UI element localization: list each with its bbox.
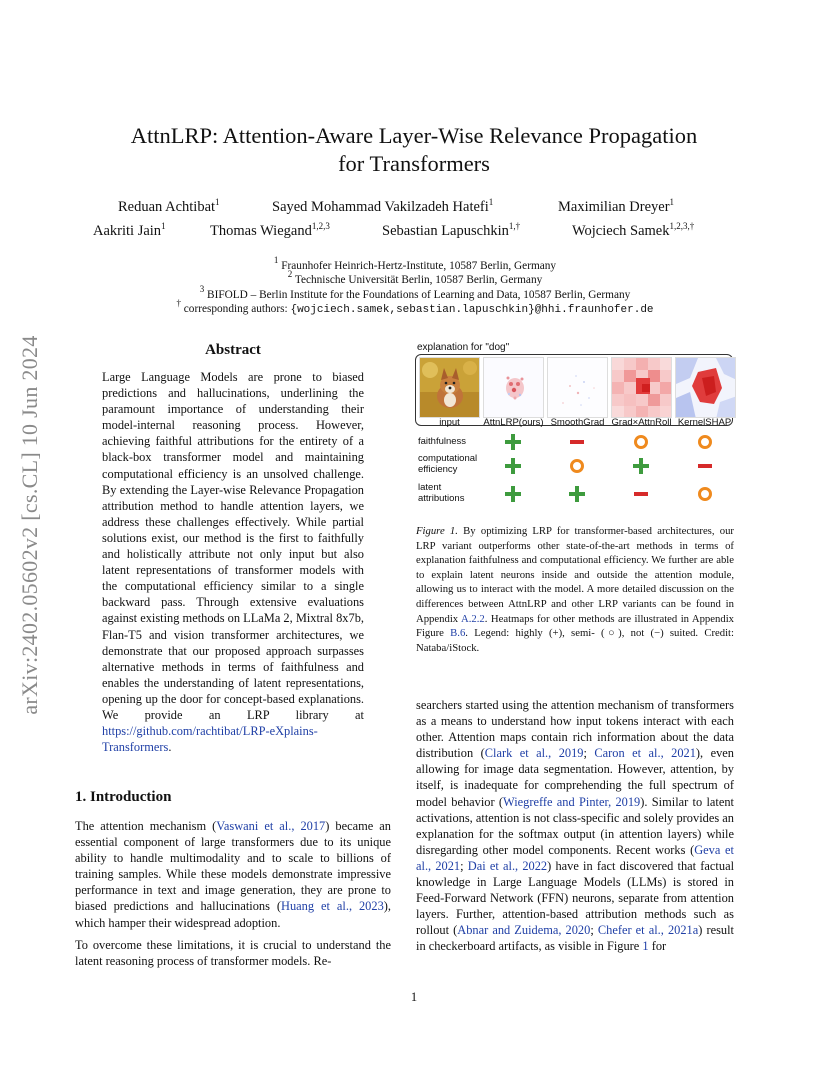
affiliations: [70, 255, 760, 318]
circle-icon: [567, 456, 587, 476]
abstract-body: Large Language Models are prone to biased predictions and hallucinations, underlining the paramount importance of understanding their model-internal reasoning process. However, achieving faithful attributions for the entirety of a black-box transformer model and maintaining computational efficiency is an unsolved challenge. By extending the Layer-wise Relevance Propagation attribution method to handle attention layers, we address these challenges effectively. While partial solutions exist, our method is the first to faithfully and holistically attribute not only input but also latent representations of transformer models with the computational efficiency similar to a single backward pass. Through extensive evaluations against existing methods on LLaMa 2, Mixtral 8x7b, Flan-T5 and vision transformer architectures, we demonstrate that our proposed approach surpasses alternative methods in terms of faithfulness and enables the understanding of latent representations, opening up the door for concept-based explanations. We provide an LRP library at https://github.com/rachtibat/LRP-eXplains-Transformers.: [102, 370, 364, 755]
author: Sayed Mohammad Vakilzadeh Hatefi$^1$: [272, 197, 494, 215]
citation-link[interactable]: Wiegreffe and Pinter, 2019: [503, 794, 641, 809]
plus-icon: [503, 432, 523, 452]
right-column-body: searchers started using the attention mechanism of transformers as a means to understand how input tokens interact with each other. Attention maps contain rich information about the data distribution (Clark et al., 2019; Caron et al., 2021), even allowing for image data segmentation. However, attention, by itself, is inadequate for comprehending the full spectrum of model behavior (Wiegreffe and Pinter, 2019). Similar to latent activations, attention is not class-specific and solely provides an explanation for the softmax output (in attention layers) while disregarding other model components. Recent works (Geva et al., 2021; Dai et al., 2022) have in fact discovered that factual knowledge in Large Language Models (LLMs) is stored in Feed-Forward Network (FFN) neurons, separate from attention layers. Further, attention-based attribution methods such as rollout (Abnar and Zuidema, 2020; Chefer et al., 2021a) result in checkerboard artifacts, as visible in Figure 1 for: [416, 698, 735, 954]
appendix-link[interactable]: A.2.2: [461, 612, 485, 625]
circle-icon: [695, 432, 715, 452]
citation-link[interactable]: Caron et al., 2021: [594, 746, 696, 761]
affiliation: $^1$ Fraunhofer Heinrich-Hertz-Institute, 10587 Berlin, Germany: [273, 255, 557, 272]
github-link[interactable]: https://github.com/rachtibat/LRP-eXplains-Transformers: [102, 724, 318, 755]
intro-paragraph-1: The attention mechanism (Vaswani et al., 2017) became an essential component of large transformers due to its unique ability to handle multimodality and to scale to billions of training samples. While these models demonstrate impressive performance in text and image generation, they are prone to biased predictions and hallucinations (Huang et al., 2023), which hamper their widespread adoption.: [75, 819, 391, 930]
column-label-kernelshap: KernelSHAP: [677, 417, 732, 428]
authors-row-1: [70, 199, 760, 219]
intro-body: [75, 818, 391, 975]
title-line-2: for Transformers: [338, 151, 490, 176]
circle-icon: [631, 432, 651, 452]
column-label-attnlrp: AttnLRP(ours): [483, 417, 544, 428]
authors-row-2: [70, 223, 760, 243]
gradattnroll-heatmap: [611, 357, 672, 418]
author: Aakriti Jain$^1$: [93, 221, 166, 239]
citation-link[interactable]: Chefer et al., 2021a: [597, 923, 699, 938]
appendix-figure-link[interactable]: B.6: [450, 627, 466, 640]
plus-icon: [503, 484, 523, 504]
minus-icon: [695, 456, 715, 476]
figure-ref-link[interactable]: 1: [642, 939, 649, 954]
row-label-faithfulness: faithfulness: [418, 436, 467, 447]
corresponding-emails[interactable]: {wojciech.samek,sebastian.lapuschkin}@hhi.fraunhofer.de: [290, 304, 654, 317]
circle-icon: [695, 484, 715, 504]
paper-title: [90, 122, 738, 178]
affiliation: $^3$ BIFOLD – Berlin Institute for the Foundations of Learning and Data, 10587 Berlin, Germany: [199, 283, 631, 301]
author: Reduan Achtibat$^1$: [118, 197, 220, 215]
smoothgrad-heatmap: [547, 357, 608, 418]
column-label-input: input: [439, 417, 460, 428]
intro-heading: 1. Introduction: [75, 789, 172, 805]
citation-link[interactable]: Geva et al., 2021: [416, 842, 734, 873]
plus-icon: [503, 456, 523, 476]
column-label-smoothgrad: SmoothGrad: [550, 417, 605, 428]
citation-link[interactable]: Abnar and Zuidema, 2020: [457, 923, 591, 938]
row-label-latent-attributions: latent attributions: [418, 482, 465, 504]
citation-link[interactable]: Huang et al., 2023: [281, 899, 384, 914]
figure-title: explanation for "dog": [417, 342, 510, 353]
arxiv-id: arXiv:2402.05602v2 [cs.CL] 10 Jun 2024: [17, 335, 42, 715]
minus-icon: [631, 484, 651, 504]
row-label-computational-efficiency: computational efficiency: [418, 453, 478, 475]
page-number: 1: [410, 990, 418, 1004]
citation-link[interactable]: Vaswani et al., 2017: [216, 819, 326, 833]
author: Sebastian Lapuschkin$^{1,\dagger}$: [382, 221, 521, 239]
plus-icon: [631, 456, 651, 476]
affiliation: $^2$ Technische Universität Berlin, 10587 Berlin, Germany: [287, 269, 543, 287]
minus-icon: [567, 432, 587, 452]
citation-link[interactable]: Clark et al., 2019: [484, 746, 584, 761]
caption-label: Figure 1.: [416, 525, 458, 537]
input-dog-image: [419, 357, 480, 418]
author: Wojciech Samek$^{1,2,3,\dagger}$: [572, 221, 695, 239]
author: Thomas Wiegand$^{1,2,3}$: [210, 221, 330, 239]
figure-caption: Figure 1. By optimizing LRP for transformer-based architectures, our LRP variant outperforms other state-of-the-art methods in terms of explanation faithfulness and computational efficiency. We further are able to explain latent neurons inside and outside the attention module, allowing us to interact with the model. A more detailed discussion on the differences between AttnLRP and other LRP variants can be found in Appendix A.2.2. Heatmaps for other methods are illustrated in Appendix Figure B.6. Legend: highly (+), semi- (○), not (−) suited. Credit: Nataba/iStock.: [416, 525, 735, 654]
citation-link[interactable]: Dai et al., 2022: [467, 858, 548, 873]
title-line-1: AttnLRP: Attention-Aware Layer-Wise Relevance Propagation: [130, 123, 698, 148]
abstract-heading: Abstract: [205, 342, 261, 358]
corresponding-authors: † corresponding authors: {wojciech.samek,sebastian.lapuschkin}@hhi.fraunhofer.de: [176, 298, 654, 317]
arxiv-stamp: [14, 290, 46, 760]
figure-1: [415, 340, 735, 510]
intro-paragraph-2: To overcome these limitations, it is crucial to understand the latent reasoning process of transformer models. Re-: [75, 937, 391, 968]
column-label-gradattnroll: Grad×AttnRoll: [611, 417, 672, 428]
plus-icon: [567, 484, 587, 504]
kernelshap-heatmap: [675, 357, 736, 418]
author: Maximilian Dreyer$^1$: [558, 197, 675, 215]
attnlrp-heatmap: [483, 357, 544, 418]
